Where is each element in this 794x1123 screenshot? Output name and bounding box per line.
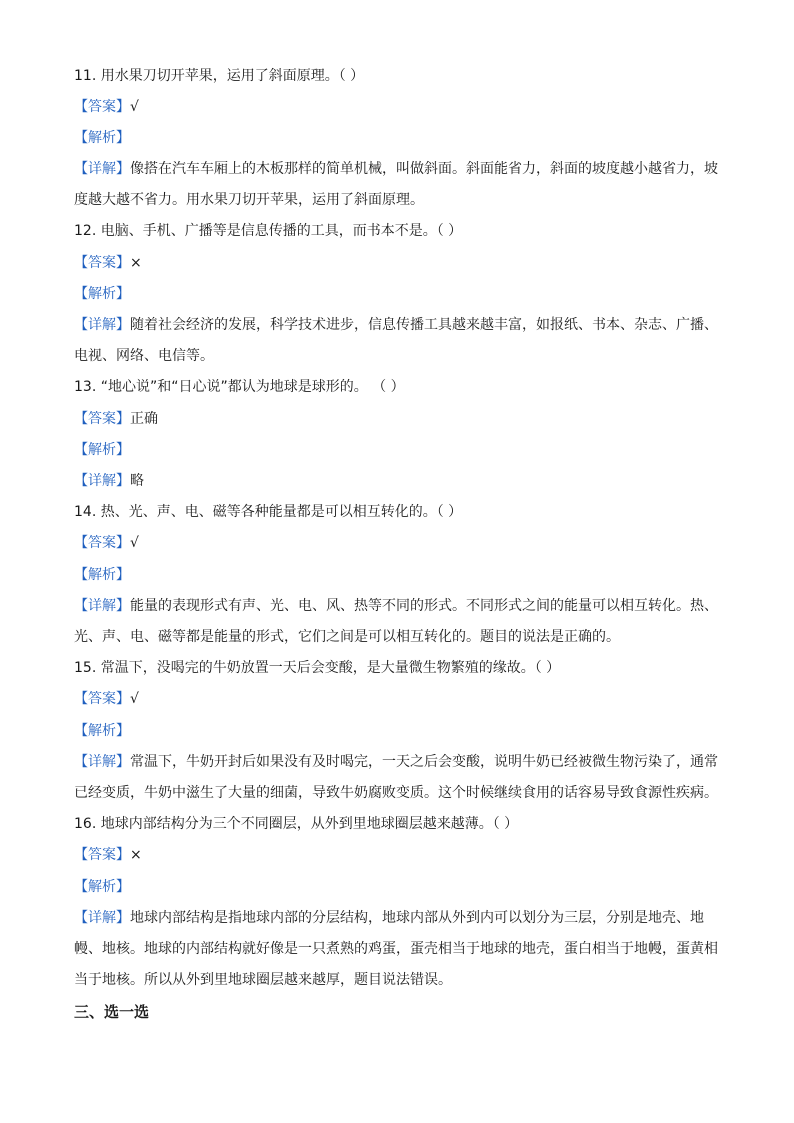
analysis-tag: 【解析】 — [74, 723, 130, 739]
detail-tag: 【详解】 — [74, 598, 130, 614]
answer-tag: 【答案】 — [74, 691, 130, 707]
analysis-14 — [74, 565, 734, 585]
detail-11-line2 — [74, 190, 734, 210]
question-text: 14. 热、光、声、电、磁等各种能量都是可以相互转化的。（ ） — [74, 504, 463, 520]
detail-text: 度越大越不省力。用水果刀切开苹果，运用了斜面原理。 — [74, 192, 424, 208]
detail-16-line2 — [74, 939, 734, 959]
detail-tag: 【详解】 — [74, 317, 130, 333]
detail-16-line3 — [74, 970, 734, 990]
detail-text: 已经变质，牛奶中滋生了大量的细菌，导致牛奶腐败变质。这个时候继续食用的话容易导致食源性疾病。 — [74, 785, 718, 801]
answer-12 — [74, 253, 734, 273]
analysis-tag: 【解析】 — [74, 286, 130, 302]
detail-text: 略 — [130, 473, 144, 489]
analysis-13 — [74, 440, 734, 460]
detail-16-line1 — [74, 908, 734, 928]
detail-tag: 【详解】 — [74, 161, 130, 177]
answer-tag: 【答案】 — [74, 255, 130, 271]
detail-text: 能量的表现形式有声、光、电、风、热等不同的形式。不同形式之间的能量可以相互转化。热、 — [130, 598, 718, 614]
question-12 — [74, 221, 734, 241]
section-title: 三、选一选 — [74, 1003, 150, 1021]
detail-text: 地球内部结构是指地球内部的分层结构，地球内部从外到内可以划分为三层，分别是地壳、地 — [130, 910, 704, 926]
detail-15-line2 — [74, 783, 734, 803]
detail-12-line2 — [74, 346, 734, 366]
analysis-16 — [74, 877, 734, 897]
answer-tag: 【答案】 — [74, 99, 130, 115]
detail-14-line1 — [74, 596, 734, 616]
answer-value: 正确 — [130, 411, 158, 427]
answer-tag: 【答案】 — [74, 411, 130, 427]
answer-tag: 【答案】 — [74, 847, 130, 863]
detail-text: 电视、网络、电信等。 — [74, 348, 214, 364]
detail-text: 幔、地核。地球的内部结构就好像是一只煮熟的鸡蛋，蛋壳相当于地球的地壳，蛋白相当于地幔，蛋黄相 — [74, 941, 718, 957]
answer-value: × — [130, 255, 142, 271]
answer-value: √ — [130, 691, 139, 707]
detail-text: 像搭在汽车车厢上的木板那样的简单机械，叫做斜面。斜面能省力，斜面的坡度越小越省力，坡 — [130, 161, 718, 177]
answer-value: √ — [130, 535, 139, 551]
analysis-11 — [74, 128, 734, 148]
analysis-12 — [74, 284, 734, 304]
answer-11 — [74, 97, 734, 117]
detail-12-line1 — [74, 315, 734, 335]
question-11 — [74, 66, 734, 86]
detail-tag: 【详解】 — [74, 754, 130, 770]
detail-text: 随着社会经济的发展，科学技术进步，信息传播工具越来越丰富，如报纸、书本、杂志、广播、 — [130, 317, 718, 333]
question-13 — [74, 377, 734, 397]
question-text: 12. 电脑、手机、广播等是信息传播的工具，而书本不是。（ ） — [74, 223, 463, 239]
detail-tag: 【详解】 — [74, 473, 130, 489]
question-16 — [74, 814, 734, 834]
answer-tag: 【答案】 — [74, 535, 130, 551]
question-text: 16. 地球内部结构分为三个不同圈层，从外到里地球圈层越来越薄。（ ） — [74, 816, 519, 832]
answer-16 — [74, 845, 734, 865]
analysis-15 — [74, 721, 734, 741]
question-text: 11. 用水果刀切开苹果，运用了斜面原理。（ ） — [74, 68, 365, 84]
question-text: 13. “地心说”和“日心说”都认为地球是球形的。 （ ） — [74, 379, 405, 395]
answer-14 — [74, 533, 734, 553]
detail-text: 当于地核。所以从外到里地球圈层越来越厚，题目说法错误。 — [74, 972, 452, 988]
analysis-tag: 【解析】 — [74, 130, 130, 146]
analysis-tag: 【解析】 — [74, 442, 130, 458]
detail-text: 常温下，牛奶开封后如果没有及时喝完，一天之后会变酸，说明牛奶已经被微生物污染了，通常 — [130, 754, 718, 770]
analysis-tag: 【解析】 — [74, 879, 130, 895]
answer-13 — [74, 409, 734, 429]
detail-13-line1 — [74, 471, 734, 491]
analysis-tag: 【解析】 — [74, 567, 130, 583]
question-15 — [74, 658, 734, 678]
answer-15 — [74, 689, 734, 709]
detail-tag: 【详解】 — [74, 910, 130, 926]
answer-value: × — [130, 847, 142, 863]
detail-text: 光、声、电、磁等都是能量的形式，它们之间是可以相互转化的。题目的说法是正确的。 — [74, 629, 620, 645]
detail-14-line2 — [74, 627, 734, 647]
question-text: 15. 常温下，没喝完的牛奶放置一天后会变酸，是大量微生物繁殖的缘故。（ ） — [74, 660, 561, 676]
question-14 — [74, 502, 734, 522]
detail-15-line1 — [74, 752, 734, 772]
detail-11-line1 — [74, 159, 734, 179]
answer-value: √ — [130, 99, 139, 115]
